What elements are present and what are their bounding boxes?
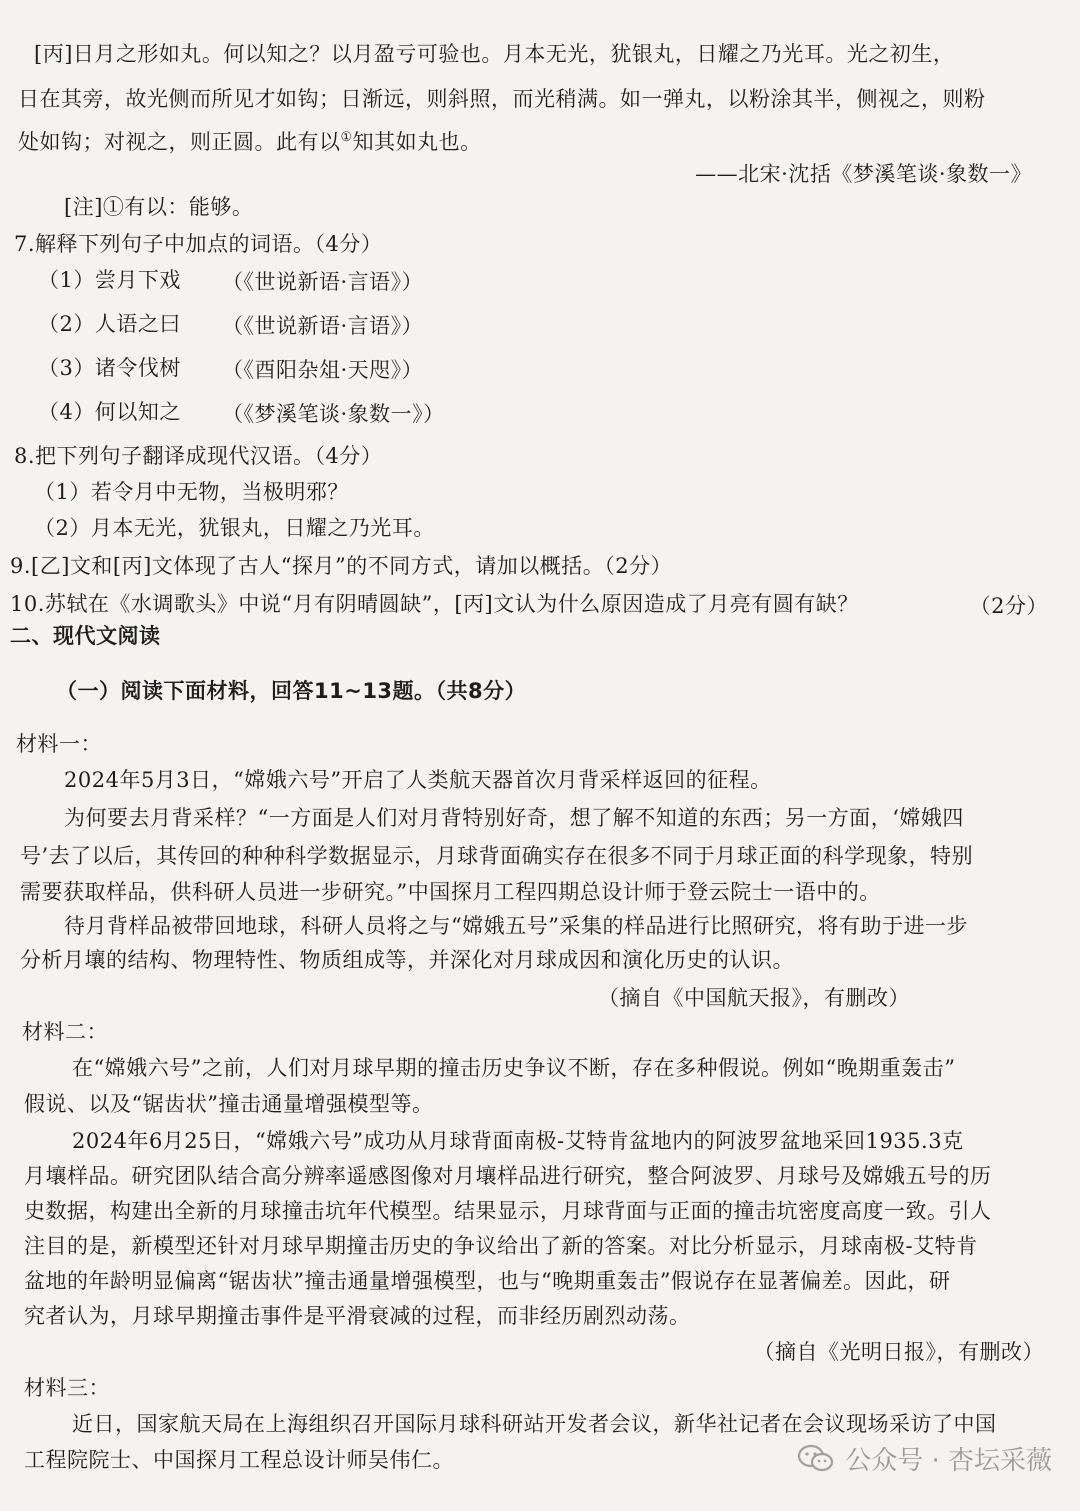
material-line: 究者认为，月球早期撞击事件是平滑衰减的过程，而非经历剧烈动荡。 xyxy=(24,1304,691,1328)
material-line: 需要获取样品，供科研人员进一步研究。”中国探月工程四期总设计师于登云院士一语中的。 xyxy=(20,880,881,904)
material-label: 材料一： xyxy=(16,732,102,756)
material-label: 材料三： xyxy=(24,1376,110,1400)
watermark-text: 公众号 · 杏坛采薇 xyxy=(845,1446,1052,1476)
question-9: 9.[乙]文和[丙]文体现了古人“探月”的不同方式，请加以概括。（2分） xyxy=(10,554,673,578)
passage-source: ——北宋·沈括《梦溪笔谈·象数一》 xyxy=(695,162,1032,186)
passage-line: 日在其旁，故光侧而所见才如钩；日渐远，则斜照，而光稍满。如一弹丸，以粉涂其半，侧视之，则粉 xyxy=(18,87,986,111)
q7-item-source: （《梦溪笔谈·象数一》） xyxy=(222,402,445,426)
q7-item: （1）尝月下戏 xyxy=(38,268,181,292)
material-line: 假说、以及“锯齿状”撞击通量增强模型等。 xyxy=(24,1092,434,1116)
material-line: 为何要去月背采样？“一方面是人们对月背特别好奇，想了解不知道的东西；另一方面，‘嫦娥四 xyxy=(64,806,964,830)
material-line: 分析月壤的结构、物理特性、物质组成等，并深化对月球成因和演化历史的认识。 xyxy=(20,948,794,972)
material-line: 2024年5月3日，“嫦娥六号”开启了人类航天器首次月背采样返回的征程。 xyxy=(64,768,772,792)
q8-item: （1）若令月中无物，当极明邪？ xyxy=(34,480,349,504)
material-line: 月壤样品。研究团队结合高分辨率遥感图像对月壤样品进行研究，整合阿波罗、月球号及嫦娥五号的历 xyxy=(24,1164,992,1188)
material-line: 近日，国家航天局在上海组织召开国际月球科研站开发者会议，新华社记者在会议现场采访了中国 xyxy=(72,1412,997,1436)
material-source: （摘自《中国航天报》，有删改） xyxy=(598,986,910,1010)
question-10-score: （2分） xyxy=(969,594,1048,618)
material-source: （摘自《光明日报》，有删改） xyxy=(753,1340,1044,1364)
material-line: 待月背样品被带回地球，科研人员将之与“嫦娥五号”采集的样品进行比照研究，将有助于进一步 xyxy=(64,914,968,938)
q7-item-source: （《酉阳杂俎·天咫》） xyxy=(222,358,424,382)
q7-item: （3）诸令伐树 xyxy=(38,356,181,380)
q7-item: （2）人语之曰 xyxy=(38,312,181,336)
footnote-mark: ① xyxy=(340,130,353,145)
material-line: 2024年6月25日，“嫦娥六号”成功从月球背面南极-艾特肯盆地内的阿波罗盆地采回1935.3克 xyxy=(72,1129,964,1153)
q8-item: （2）月本无光，犹银丸，日耀之乃光耳。 xyxy=(34,516,435,540)
q7-item-source: （《世说新语·言语》） xyxy=(222,270,424,294)
question-8-stem: 8.把下列句子翻译成现代汉语。（4分） xyxy=(14,444,383,468)
material-line: 史数据，构建出全新的月球撞击坑年代模型。结果显示，月球背面与正面的撞击坑密度高度一致。引人 xyxy=(24,1199,992,1223)
material-line: 在“嫦娥六号”之前，人们对月球早期的撞击历史争议不断，存在多种假说。例如“晚期重轰击” xyxy=(72,1056,956,1080)
section-title: 二、现代文阅读 xyxy=(10,624,161,648)
q7-item-source: （《世说新语·言语》） xyxy=(222,314,424,338)
material-line: 盆地的年龄明显偏离“锯齿状”撞击通量增强模型，也与“晚期重轰击”假说存在显著偏差。因此，研 xyxy=(24,1269,951,1293)
passage-line: [丙]日月之形如丸。何以知之？以月盈亏可验也。月本无光，犹银丸，日耀之乃光耳。光之初生， xyxy=(34,42,955,66)
material-label: 材料二： xyxy=(22,1020,108,1044)
q7-item: （4）何以知之 xyxy=(38,400,181,424)
material-line: 注目的是，新模型还针对月球早期撞击历史的争议给出了新的答案。对比分析显示，月球南极-艾特肯 xyxy=(24,1234,978,1258)
wechat-icon xyxy=(797,1444,835,1474)
question-7-stem: 7.解释下列句子中加点的词语。（4分） xyxy=(14,232,383,256)
passage-line: 处如钩；对视之，则正圆。此有以①知其如丸也。 xyxy=(18,130,482,154)
material-line: 号’去了以后，其传回的种种科学数据显示，月球背面确实存在很多不同于月球正面的科学现象，特别 xyxy=(20,844,974,868)
question-10: 10.苏轼在《水调歌头》中说“月有阴晴圆缺”，[丙]文认为什么原因造成了月亮有圆有缺？ xyxy=(10,592,859,616)
material-line: 工程院院士、中国探月工程总设计师吴伟仁。 xyxy=(24,1448,454,1472)
watermark xyxy=(797,1440,1052,1477)
passage-note: [注]①有以：能够。 xyxy=(64,195,254,219)
section-subtitle: （一）阅读下面材料，回答11~13题。（共8分） xyxy=(56,679,527,703)
